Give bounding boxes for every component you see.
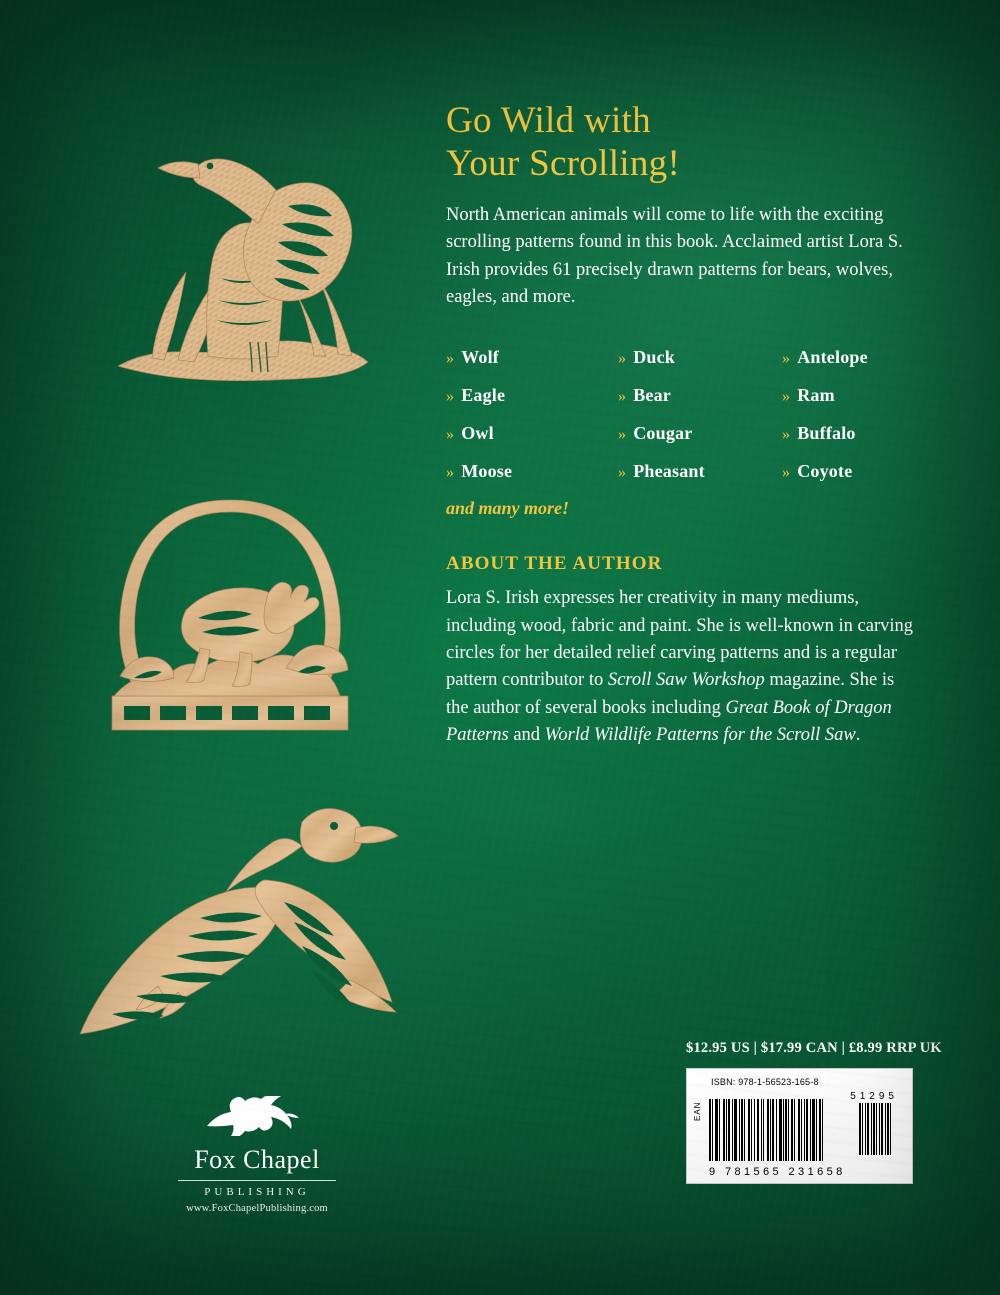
barcode-addon-digits: 51295 (850, 1091, 898, 1102)
list-item (782, 461, 916, 482)
about-part4: . (855, 725, 861, 746)
animal-label: Antelope (797, 347, 868, 368)
page-title (446, 100, 916, 186)
divider (178, 1180, 336, 1181)
publisher-url[interactable]: www.FoxChapelPublishing.com (186, 1203, 328, 1214)
barcode (686, 1068, 913, 1184)
chevron-right-icon: » (446, 426, 455, 444)
many-more-text: and many more! (446, 498, 570, 519)
chevron-right-icon: » (782, 388, 791, 406)
about-author-heading: ABOUT THE AUTHOR (446, 553, 663, 575)
chevron-right-icon: » (618, 426, 627, 444)
list-item (782, 423, 916, 444)
chevron-right-icon: » (782, 426, 791, 444)
chevron-right-icon: » (618, 464, 627, 482)
list-item (782, 385, 916, 406)
price-line: $12.95 US | $17.99 CAN | £8.99 RRP UK (686, 1040, 942, 1056)
list-item (446, 347, 618, 368)
fox-logo-icon (201, 1096, 313, 1136)
about-italic3: World Wildlife Patterns for the Scroll Saw (544, 725, 856, 746)
chevron-right-icon: » (446, 388, 455, 406)
about-italic1: Scroll Saw Workshop (607, 670, 765, 691)
barcode-bars-addon (859, 1103, 903, 1155)
headline-line1: Go Wild with (446, 100, 651, 141)
list-item (618, 423, 782, 444)
list-item (782, 347, 916, 368)
animal-label: Duck (633, 347, 676, 368)
barcode-bars-main (709, 1099, 849, 1161)
isbn-text: ISBN: 978-1-56523-165-8 (711, 1077, 819, 1087)
chevron-right-icon: » (782, 350, 791, 368)
heron-scroll-art (100, 120, 390, 410)
animal-label: Eagle (461, 385, 506, 406)
publisher-name: Fox Chapel (194, 1145, 320, 1174)
chevron-right-icon: » (618, 350, 627, 368)
deer-scroll-art (90, 490, 370, 750)
animal-label: Coyote (797, 461, 853, 482)
duck-scroll-art (50, 770, 410, 1050)
list-item (446, 461, 618, 482)
animal-label: Ram (797, 385, 835, 406)
animal-label: Bear (633, 385, 671, 406)
animal-label: Pheasant (633, 461, 705, 482)
animal-label: Buffalo (797, 423, 856, 444)
publisher-logo (152, 1096, 362, 1214)
list-item (446, 423, 618, 444)
publisher-subtitle: PUBLISHING (204, 1186, 310, 1198)
about-part1: Lora S. Irish expresses her creativity in many mediums, including wood, fabric and paint. She is well-known in carving circles for her detailed relief carving patterns and is a regular pattern contributor to (446, 588, 914, 691)
intro-paragraph: North American animals will come to life with the exciting scrolling patterns found in this book. Acclaimed artist Lora S. Irish provides 61 precisely drawn patterns for bears, wolves, eagles, and more. (446, 204, 903, 307)
chevron-right-icon: » (446, 350, 455, 368)
animal-label: Owl (461, 423, 494, 444)
animal-label: Wolf (461, 347, 500, 368)
headline-line2: Your Scrolling! (446, 142, 681, 184)
about-part3: and (508, 725, 545, 746)
barcode-ean-digits: 9 781565 231658 (709, 1166, 846, 1178)
content-column (446, 100, 916, 768)
animal-list (446, 347, 916, 482)
about-author-body (446, 585, 916, 749)
list-item (446, 385, 618, 406)
list-item (618, 385, 782, 406)
chevron-right-icon: » (782, 464, 791, 482)
about-part2: magazine. She is the author of several books including (446, 670, 895, 718)
animal-label: Cougar (633, 423, 693, 444)
chevron-right-icon: » (446, 464, 455, 482)
list-item (618, 461, 782, 482)
about-italic2: Great Book of Dragon Patterns (446, 697, 892, 746)
list-item (618, 347, 782, 368)
animal-label: Moose (461, 461, 513, 482)
chevron-right-icon: » (618, 388, 627, 406)
ean-label: EAN (693, 1101, 702, 1121)
